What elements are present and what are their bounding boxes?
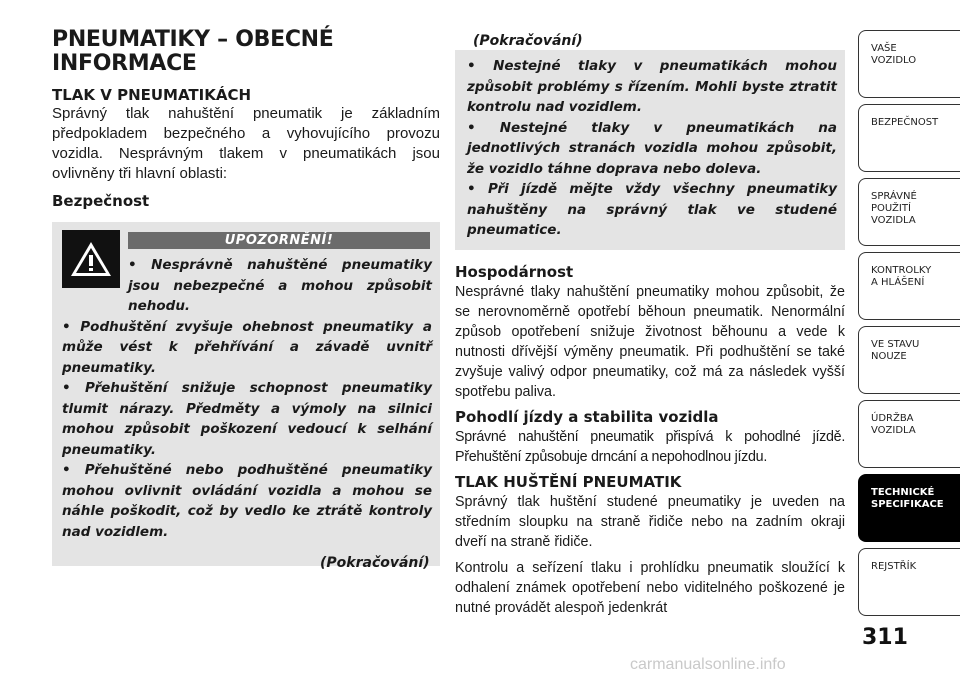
tab-label: VOZIDLO — [871, 55, 917, 66]
tab-label: POUŽITÍ — [871, 203, 911, 214]
page-title — [52, 28, 440, 76]
warning-item-2: • Podhuštění zvyšuje ohebnost pneumatiky a může vést k přehřívání a závadě uvnitř pneumatiky. — [62, 318, 432, 376]
warning-continued-text — [467, 56, 837, 241]
comfort-heading: Pohodlí jízdy a stabilita vozidla — [455, 408, 719, 426]
tire-pressure-subtitle: TLAK V PNEUMATIKÁCH — [52, 86, 252, 104]
tab-bezpecnost[interactable] — [858, 104, 960, 172]
watermark: carmanualsonline.info — [630, 656, 786, 673]
safety-heading: Bezpečnost — [52, 192, 150, 210]
warning-item-1: • Nesprávně nahuštěné pneumatiky jsou nebezpečné a mohou způsobit nehodu. — [128, 257, 432, 314]
tab-rejstrik[interactable] — [858, 548, 960, 616]
warning-item-4: • Přehuštěné nebo podhuštěné pneumatiky mohou ovlivnit ovládání vozidla a mohou se náhle poškodit, což by vedlo ke ztrátě kontroly nad vozidlem. — [62, 462, 432, 540]
page-title-line1: PNEUMATIKY – OBECNÉ — [52, 27, 334, 52]
tab-technicke-specifikace[interactable] — [858, 474, 960, 542]
warning-item-3: • Přehuštění snižuje schopnost pneumatiky tlumit nárazy. Předměty a výmoly na silnici mohou způsobit poškození vedoucí k selhání pneumatiky. — [62, 380, 432, 458]
continued-label-left: (Pokračování) — [320, 555, 430, 571]
tab-label: VOZIDLA — [871, 215, 916, 226]
tab-label: REJSTŘÍK — [871, 561, 917, 572]
warning-text — [62, 255, 432, 542]
continued-label-right: (Pokračování) — [473, 33, 583, 49]
tab-ve-stavu-nouze[interactable] — [858, 326, 960, 394]
tab-label: BEZPEČNOST — [871, 117, 939, 128]
tab-label: SPECIFIKACE — [871, 499, 944, 510]
pressure-paragraph-2: Kontrolu a seřízení tlaku i prohlídku pneumatik sloužící k odhalení známek opotřebení nebo viditelného poškozené je nutné provádět alespoň jedenkrát — [455, 560, 845, 616]
tab-label: NOUZE — [871, 351, 907, 362]
pressure-heading: TLAK HUŠTĚNÍ PNEUMATIK — [455, 473, 682, 491]
tab-label: A HLÁŠENÍ — [871, 277, 925, 288]
pressure-section — [455, 473, 845, 618]
intro-paragraph: Správný tlak nahuštění pneumatik je základním předpokladem bezpečného a vyhovujícího provozu vozidla. Nesprávným tlakem v pneumatikách jsou ovlivněny tři hlavní oblasti: — [52, 105, 440, 182]
tab-kontrolky[interactable] — [858, 252, 960, 320]
economy-section — [455, 263, 845, 402]
tab-udrzba[interactable] — [858, 400, 960, 468]
warning-continued-item-1: • Nestejné tlaky v pneumatikách mohou způsobit problémy s řízením. Mohli byste ztratit kontrolu nad vozidlem. — [467, 58, 837, 115]
warning-continued-box — [455, 50, 845, 250]
tab-label: VAŠE — [871, 43, 897, 54]
comfort-paragraph: Správné nahuštění pneumatik přispívá k pohodlné jízdě. Přehuštění způsobuje drncání a nepohodlnou jízdu. — [455, 429, 845, 465]
economy-heading: Hospodárnost — [455, 263, 574, 281]
right-column-text — [455, 263, 845, 624]
tab-spravne-pouziti[interactable] — [858, 178, 960, 246]
warning-continued-item-2: • Nestejné tlaky v pneumatikách na jednotlivých stranách vozidla mohou způsobit, že vozidlo táhne doprava nebo doleva. — [467, 119, 837, 177]
pressure-paragraph-1: Správný tlak huštění studené pneumatiky je uveden na středním sloupku na straně řidiče nebo na zadním okraji dveří na straně řidiče. — [455, 494, 845, 550]
economy-paragraph: Nesprávné tlaky nahuštění pneumatiky mohou způsobit, že se nerovnoměrně opotřebí běhoun pneumatik. Nenormální způsob opotřebení snižuje životnost běhounu a vede k nutnosti dřívější výměny pneumatik. Při podhuštění se také zvyšuje valivý odpor pneumatiky, což má za následek vyšší spotřebu paliva. — [455, 284, 845, 400]
tab-label: SPRÁVNÉ — [871, 191, 917, 202]
page-title-line2: INFORMACE — [52, 51, 197, 76]
warning-box — [52, 222, 440, 566]
left-column — [52, 28, 440, 211]
warning-header: UPOZORNĚNÍ! — [128, 232, 430, 249]
tab-vase-vozidlo[interactable] — [858, 30, 960, 98]
page-number: 311 — [862, 625, 908, 650]
warning-continued-item-3: • Při jízdě mějte vždy všechny pneumatiky nahuštěny na správný tlak ve studené pneumatice. — [467, 181, 837, 238]
tab-label: ÚDRŽBA — [871, 413, 914, 424]
comfort-section — [455, 408, 845, 467]
tab-label: TECHNICKÉ — [871, 487, 935, 498]
tab-label: VOZIDLA — [871, 425, 916, 436]
tab-label: VE STAVU — [871, 339, 920, 350]
tab-label: KONTROLKY — [871, 265, 932, 276]
